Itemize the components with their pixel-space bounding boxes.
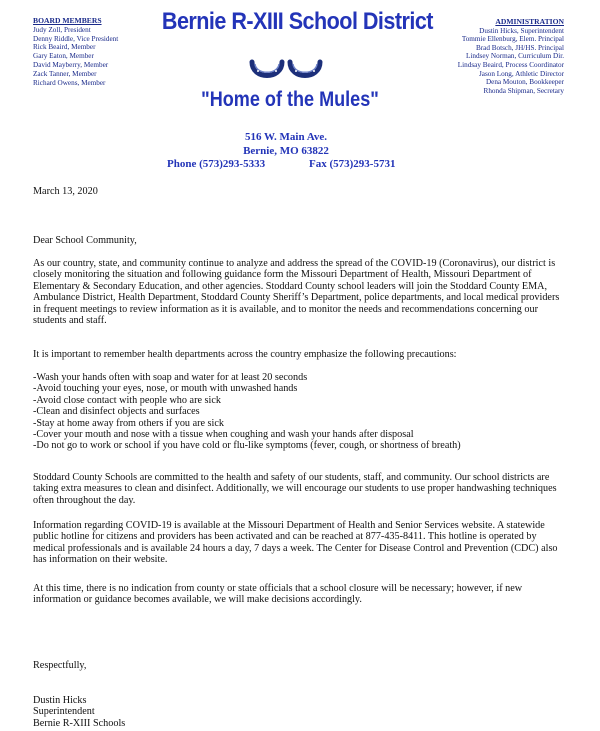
fax-number: Fax (573)293-5731 <box>309 158 396 170</box>
horseshoe-logo-icon <box>246 54 326 86</box>
board-members-header: BOARD MEMBERS <box>33 16 102 25</box>
district-title: Bernie R-XIII School District <box>161 8 433 35</box>
paragraph-commitment: Stoddard County Schools are committed to the health and safety of our students, staff, and community. Our school districts are taking extra measures to clean and disinfect. Additionally, we will encourage our students to use proper handwashing techniques often throughout the day. <box>33 472 557 506</box>
precaution-item: -Wash your hands often with soap and water for at least 20 seconds <box>33 372 308 383</box>
precautions-list <box>33 372 461 452</box>
board-member: Zack Tanner, Member <box>33 69 97 78</box>
board-member: Denny Riddle, Vice President <box>33 34 119 43</box>
precaution-item: -Stay at home away from others if you are sick <box>33 417 224 429</box>
board-member: Rick Beaird, Member <box>33 43 96 52</box>
district-address <box>160 131 412 158</box>
administrator: Rhonda Shipman, Secretary <box>483 86 564 95</box>
administrator: Dena Mouton, Bookkeeper <box>485 78 564 87</box>
address-city: Bernie, MO 63822 <box>243 144 329 157</box>
precaution-item: -Avoid close contact with people who are sick <box>33 394 221 406</box>
letter-greeting: Dear School Community, <box>33 235 137 246</box>
board-member: Judy Zoll, President <box>33 25 91 34</box>
administrator: Dustin Hicks, Superintendent <box>479 26 564 35</box>
signature-organization: Bernie R-XIII Schools <box>33 717 126 729</box>
letter-date: March 13, 2020 <box>33 186 98 197</box>
administration-header: ADMINISTRATION <box>495 17 564 26</box>
precaution-item: -Cover your mouth and nose with a tissue when coughing and wash your hands after disposal <box>33 429 414 441</box>
board-member: David Mayberry, Member <box>33 60 109 69</box>
precaution-item: -Avoid touching your eyes, nose, or mouth with unwashed hands <box>33 383 298 395</box>
precaution-item: -Clean and disinfect objects and surfaces <box>33 406 200 418</box>
contact-numbers <box>167 158 407 170</box>
administrator: Brad Botsch, JH/HS. Principal <box>475 43 564 52</box>
precaution-item: -Do not go to work or school if you have cold or flu-like symptoms (fever, cough, or shortness of breath) <box>33 440 461 452</box>
board-member: Gary Eaton, Member <box>33 52 94 61</box>
paragraph-closure: At this time, there is no indication from county or state officials that a school closure will be necessary; however, if new information or guidance becomes available, we will make decisions accordingly. <box>33 583 523 606</box>
signature-title: Superintendent <box>33 706 95 718</box>
administration-list <box>458 18 564 95</box>
administrator: Tommie Ellenburg, Elem. Principal <box>461 35 564 44</box>
administrator: Jason Long, Athletic Director <box>478 69 564 78</box>
phone-number: Phone (573)293-5333 <box>167 158 266 170</box>
district-motto: "Home of the Mules" <box>201 88 379 111</box>
board-members-list <box>33 17 118 87</box>
paragraph-information: Information regarding COVID-19 is available at the Missouri Department of Health and Senior Services website. A statewide public hotline for citizens and providers has been activated and can be reached at 877-435-8411. This hotline is operated by medical professionals and is available 24 hours a day, 7 days a week. The Center for Disease Control and Prevention (CDC) also has information on their website. <box>33 520 558 566</box>
address-street: 516 W. Main Ave. <box>244 131 327 143</box>
paragraph-precautions-lead: It is important to remember health departments across the country emphasize the following precautions: <box>33 349 457 360</box>
administrator: Lindsay Beaird, Process Coordinator <box>457 60 564 69</box>
administrator: Lindsey Norman, Curriculum Dir. <box>465 52 564 61</box>
signature-name: Dustin Hicks <box>33 695 87 706</box>
board-member: Richard Owens, Member <box>33 78 106 87</box>
signature-block <box>33 695 125 729</box>
paragraph-intro: As our country, state, and community continue to analyze and address the spread of the COVID-19 (Coronavirus), our district is closely monitoring the situation and following guidance form the Missouri Department of Health, Missouri Department of Elementary & Secondary Education, and other agencies. Stoddard County school leaders will join the Stoddard County EMA, Ambulance District, Health Department, Stoddard County Sheriff’s Department, police departments, and local medical providers in frequent meetings to review information as it is available, and to monitor the needs and recommendations concerning our students and staff. <box>33 258 560 327</box>
letter-closing: Respectfully, <box>33 660 87 671</box>
